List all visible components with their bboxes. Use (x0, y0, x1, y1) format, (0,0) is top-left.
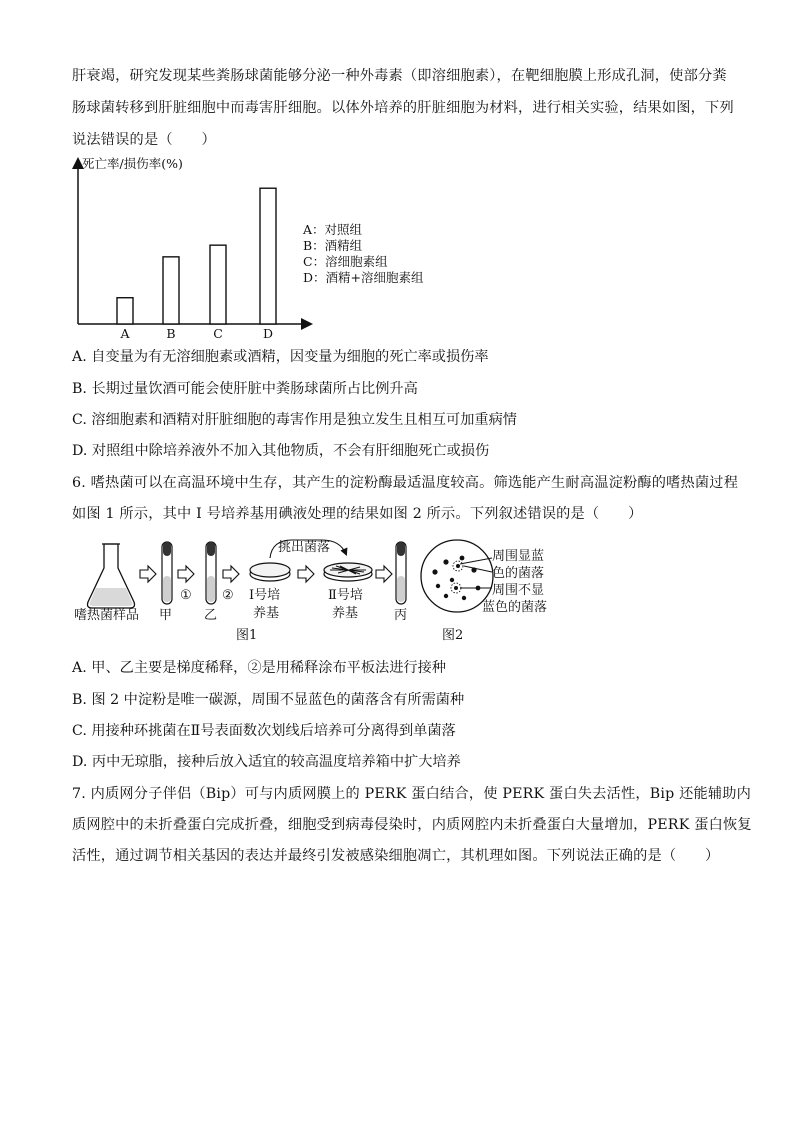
fig2-caption: 图2 (442, 628, 464, 643)
legend-entry: C：溶细胞素组 (303, 254, 388, 269)
q6-option-d: D. 丙中无琼脂，接种后放入适宜的较高温度培养箱中扩大培养 (72, 754, 461, 770)
medium-1-label-line-1: Ⅰ号培 (249, 588, 281, 603)
legend-entry: B：酒精组 (303, 238, 363, 253)
tube-yi (206, 542, 216, 604)
sample-flask (88, 544, 135, 608)
medium-1-plate (250, 563, 290, 581)
x-tick-label: C (213, 326, 223, 341)
fig1-caption: 图1 (236, 628, 258, 643)
q5-option-b: B. 长期过量饮酒可能会使肝脏中粪肠球菌所占比例升高 (72, 381, 418, 397)
bar-D (260, 188, 276, 324)
fig2-noblue-label-line-2: 蓝色的菌落 (482, 600, 548, 615)
q6-figure (60, 536, 580, 652)
tube-jia-label: 甲 (159, 608, 173, 623)
step-2-label: ② (222, 588, 234, 603)
q6-intro-line-2: 如图 1 所示，其中 I 号培养基用碘液处理的结果如图 2 所示。下列叙述错误的是（ ） (72, 506, 643, 522)
legend-entry: D：酒精+溶细胞素组 (303, 270, 424, 285)
q6-option-b: B. 图 2 中淀粉是唯一碳源，周围不显蓝色的菌落含有所需菌种 (72, 692, 465, 708)
step-1-label: ① (180, 588, 192, 603)
fig2-blue-label-line-2: 色的菌落 (492, 566, 545, 581)
q7-intro-line-1: 7. 内质网分子伴侣（Bip）可与内质网膜上的 PERK 蛋白结合，使 PERK 蛋白失去活性，Bip 还能辅助内 (72, 786, 752, 802)
tube-yi-label: 乙 (204, 608, 218, 623)
medium-2-label-line-1: Ⅱ号培 (328, 588, 363, 603)
q7-intro-line-3: 活性，通过调节相关基因的表达并最终引发被感染细胞凋亡，其机理如图。下列说法正确的是（ ） (72, 848, 720, 864)
q5-intro-line-3: 说法错误的是（ ） (72, 132, 216, 148)
tube-bing-label: 丙 (394, 608, 408, 623)
q5-bar-chart (60, 150, 460, 350)
legend-entry: A：对照组 (303, 222, 363, 237)
arrow-2 (178, 566, 194, 582)
bar-C (210, 245, 226, 324)
arrow-5 (376, 566, 392, 582)
arrow-4 (298, 566, 314, 582)
arrow-3 (223, 566, 239, 582)
q6-intro-line-1: 6. 嗜热菌可以在高温环境中生存，其产生的淀粉酶最适温度较高。筛选能产生耐高温淀粉酶的嗜热菌过程 (72, 475, 739, 491)
q5-intro-line-1: 肝衰竭，研究发现某些粪肠球菌能够分泌一种外毒素（即溶细胞素），在靶细胞膜上形成孔洞，使部分粪 (72, 68, 727, 84)
bar-A (117, 298, 133, 324)
tube-jia (162, 542, 172, 604)
medium-2-plate (324, 563, 372, 581)
x-tick-label: B (166, 326, 176, 341)
bar-B (163, 257, 179, 324)
x-tick-label: A (120, 326, 130, 341)
tube-bing (396, 542, 406, 604)
q6-option-a: A. 甲、乙主要是梯度稀释，②是用稀释涂布平板法进行接种 (72, 660, 446, 676)
q5-intro-line-2: 肠球菌转移到肝脏细胞中而毒害肝细胞。以体外培养的肝脏细胞为材料，进行相关实验，结果如图，下列 (72, 100, 734, 116)
q7-intro-line-2: 质网腔中的未折叠蛋白完成折叠，细胞受到病毒侵染时，内质网腔内未折叠蛋白大量增加，PERK 蛋白恢复 (72, 817, 752, 833)
pick-label: 挑出菌落 (278, 540, 331, 555)
sample-label: 嗜热菌样品 (74, 608, 140, 623)
fig2-blue-label-line-1: 周围显蓝 (492, 549, 545, 564)
arrow-1 (140, 566, 156, 582)
q5-option-a: A. 自变量为有无溶细胞素或酒精，因变量为细胞的死亡率或损伤率 (72, 349, 489, 365)
q6-option-c: C. 用接种环挑菌在Ⅱ号表面数次划线后培养可分离得到单菌落 (72, 723, 456, 739)
y-axis-label: 死亡率/损伤率(%) (82, 156, 183, 171)
fig2-noblue-label-line-1: 周围不显 (492, 583, 545, 598)
medium-2-label-line-2: 养基 (332, 606, 359, 621)
medium-1-label-line-2: 养基 (253, 606, 280, 621)
x-tick-label: D (262, 326, 274, 341)
q5-option-d: D. 对照组中除培养液外不加入其他物质，不会有肝细胞死亡或损伤 (72, 443, 490, 459)
q5-option-c: C. 溶细胞素和酒精对肝脏细胞的毒害作用是独立发生且相互可加重病情 (72, 412, 517, 428)
